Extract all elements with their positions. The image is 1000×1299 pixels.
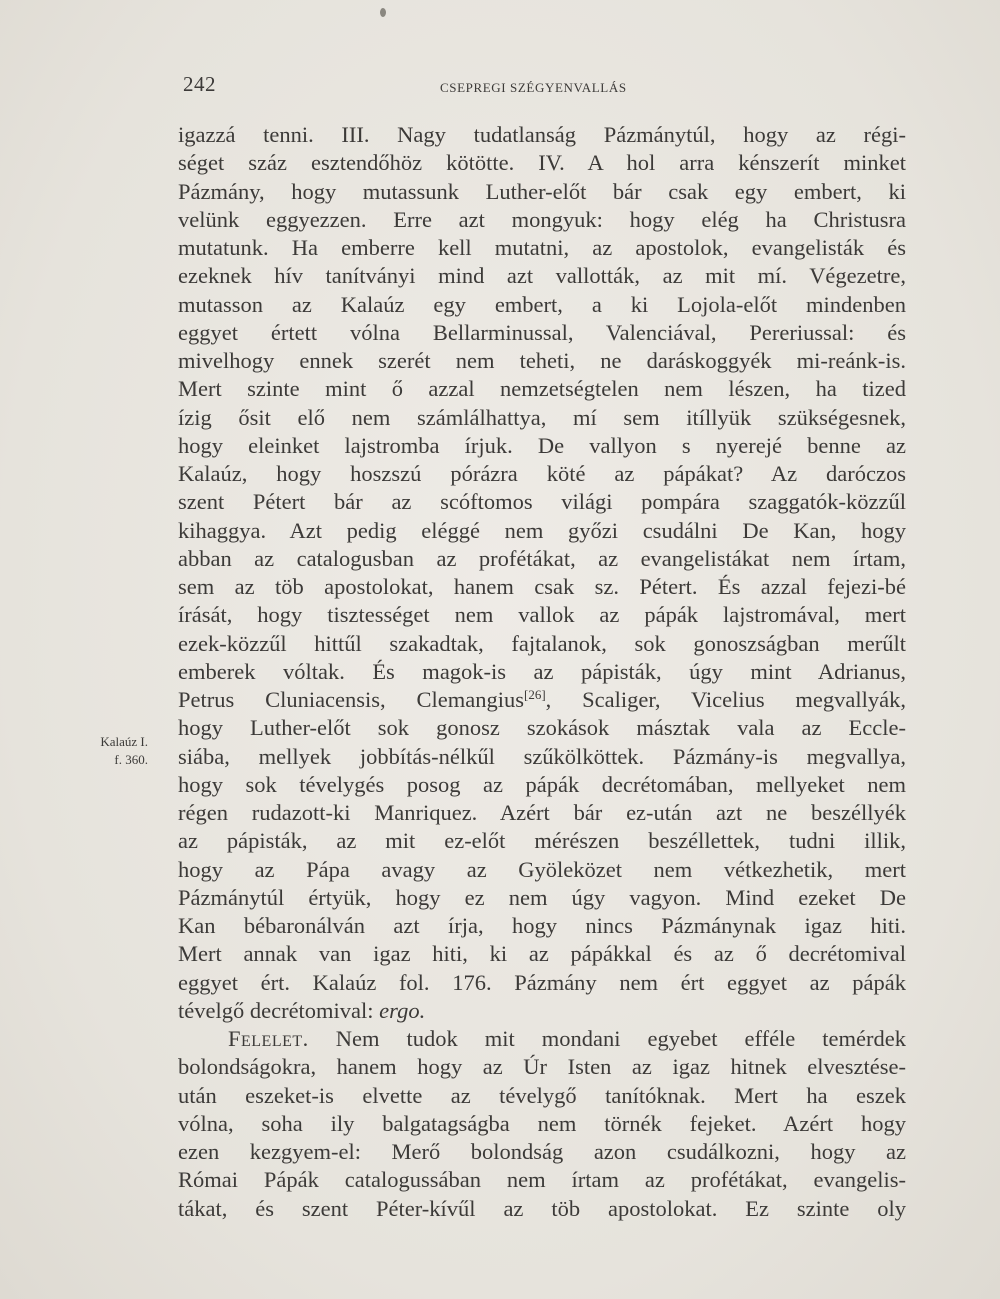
body-text: [178, 121, 906, 1223]
text-span: , Scaliger, Vicelius megvallyák,: [545, 687, 906, 712]
text-line: séget száz esztendőhöz kötötte. IV. A hol arra kénszerít minket: [178, 150, 906, 176]
text-line: után eszeket-is elvette az tévelygő tanítóknak. Mert ha eszek: [178, 1082, 906, 1108]
text-line: igazzá tenni. III. Nagy tudatlanság Pázmánytúl, hogy az régi-: [178, 122, 906, 147]
text-span: tévelgő decrétomival:: [178, 997, 380, 1023]
running-title: CSEPREGI SZÉGYENVALLÁS: [440, 80, 627, 95]
margin-note-line: Kalaúz I.: [100, 734, 148, 749]
paragraph-1-continued: [178, 714, 906, 997]
text-line: Pázmánytúl értyük, hogy ez nem úgy vagyon. Mind ezeket De: [178, 884, 906, 910]
text-line: emberek vóltak. És magok-is az pápisták, úgy mint Adrianus,: [178, 658, 906, 684]
text-line: [178, 686, 906, 714]
text-line: eggyet értett vólna Bellarminussal, Valenciával, Pereriussal: és: [178, 319, 906, 345]
text-line: Római Pápák catalogussában nem írtam az profétákat, evangelis-: [178, 1167, 906, 1193]
text-line: régen rudazott-ki Manriquez. Azért bár ez-után azt ne beszéllyék: [178, 800, 906, 825]
text-line: Kan bébaronálván azt írja, hogy nincs Pázmánynak igaz hiti.: [178, 913, 906, 938]
section-lead: Felelet.: [228, 1026, 309, 1051]
paragraph-1: [178, 121, 906, 686]
text-line: ezen kezgyem-el: Merő bolondság azon csudálkozni, hogy az: [178, 1139, 906, 1164]
text-line: hogy az Pápa avagy az Gyöleközet nem vétkezhetik, mert: [178, 856, 906, 882]
text-line: mutasson az Kalaúz egy embert, a ki Lojola-előt mindenben: [178, 291, 906, 317]
text-line: abban az catalogusban az profétákat, az evangelistákat nem írtam,: [178, 545, 906, 571]
text-line: ízig ősit elő nem számlálhattya, mí sem itíllyük szükségesnek,: [178, 404, 906, 430]
text-line: eggyet ért. Kalaúz fol. 176. Pázmány nem ért eggyet az pápák: [178, 969, 906, 995]
text-line: ezek-közzűl hittűl szakadtak, fajtalanok, sok gonoszságban merűlt: [178, 630, 906, 656]
text-span: Nem tudok mit mondani egyebet efféle temérdek: [308, 1026, 906, 1051]
text-line: ezeknek hív tanítványi mind azt vallották, az mit mí. Végezetre,: [178, 263, 906, 289]
text-line: hogy eleinket lajstromba írjuk. De vallyon s nyerejé benne az: [178, 432, 906, 458]
text-line: mutatunk. Ha emberre kell mutatni, az apostolok, evangelisták és: [178, 235, 906, 260]
text-line: Mert szinte mint ő azzal nemzetségtelen nem lészen, ha tized: [178, 376, 906, 402]
text-line: velünk eggyezzen. Erre azt mongyuk: hogy elég ha Christusra: [178, 206, 906, 232]
paragraph-2: [178, 1053, 906, 1223]
text-line: sem az töb apostolokat, hanem csak sz. Pétert. És azzal fejezi-bé: [178, 574, 906, 599]
page-speck: [380, 8, 386, 17]
margin-note-line: f. 360.: [114, 752, 148, 767]
text-line: írását, hogy tisztességet nem vallok az pápák lajstromával, mert: [178, 602, 906, 628]
text-line: mivelhogy ennek szerét nem teheti, ne daráskoggyék mi-reánk-is.: [178, 348, 906, 373]
text-line: Mert annak van igaz hiti, ki az pápákkal és az ő decrétomival: [178, 941, 906, 967]
text-line: kihaggya. Azt pedig eléggé nem győzi csudálni De Kan, hogy: [178, 517, 906, 543]
text-line: Kalaúz, hogy hoszszú pórázra köté az pápákat? Az daróczos: [178, 461, 906, 486]
text-line: siába, mellyek jobbítás-nélkűl szűkölköttek. Pázmány-is megvallya,: [178, 743, 906, 769]
italic-word: ergo.: [379, 997, 426, 1023]
text-line: szent Pétert bár az scóftomos világi pompára szaggatók-közzűl: [178, 489, 906, 515]
margin-note: [88, 733, 148, 769]
text-line: hogy sok tévelygés posog az pápák decrétomában, mellyeket nem: [178, 771, 906, 797]
text-line: Pázmány, hogy mutassunk Luther-előt bár csak egy embert, ki: [178, 178, 906, 204]
text-line: bolondságokra, hanem hogy az Úr Isten az igaz hitnek elvesztése-: [178, 1054, 906, 1080]
page-number: 242: [183, 72, 216, 96]
text-line: hogy Luther-előt sok gonosz szokások másztak vala az Eccle-: [178, 715, 906, 741]
text-line: vólna, soha ily balgatagságba nem törnék fejeket. Azért hogy: [178, 1110, 906, 1136]
text-line: tákat, és szent Péter-kívűl az töb apostolokat. Ez szinte oly: [178, 1195, 906, 1221]
text-line: [178, 1025, 906, 1053]
footnote-marker: [26]: [523, 687, 546, 702]
text-line: az pápisták, az mit ez-előt mérészen beszéllettek, tudni illik,: [178, 828, 906, 854]
text-line: [178, 997, 906, 1025]
text-span: Petrus Cluniacensis, Clemangius: [178, 687, 524, 712]
